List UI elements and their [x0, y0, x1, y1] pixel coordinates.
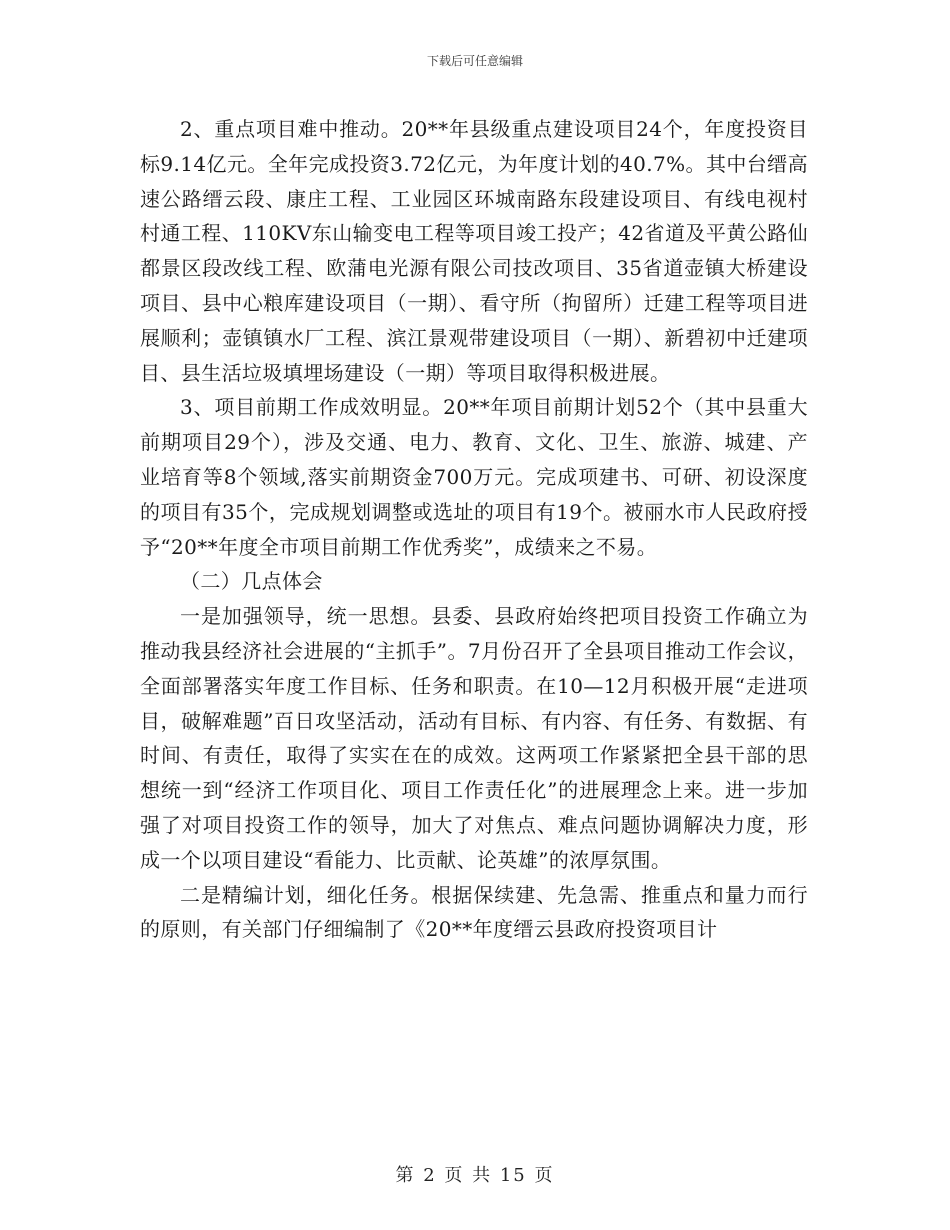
- paragraph-key-projects: 2、重点项目难中推动。20**年县级重点建设项目24个，年度投资目标9.14亿元。全年完成投资3.72亿元，为年度计划的40.7%。其中台缙高速公路缙云段、康庄工程、工业园区环城南路东段建设项目、有线电视村村通工程、110KV东山输变电工程等项目竣工投产；42省道及平黄公路仙都景区段改线工程、欧蒲电光源有限公司技改项目、35省道壶镇大桥建设项目、县中心粮库建设项目（一期）、看守所（拘留所）迁建工程等项目进展顺利；壶镇镇水厂工程、滨江景观带建设项目（一期）、新碧初中迁建项目、县生活垃圾填埋场建设（一期）等项目取得积极进展。: [140, 117, 808, 385]
- page-header-note: 下载后可任意编辑: [426, 54, 523, 68]
- paragraph-preliminary-work: 3、项目前期工作成效明显。20**年项目前期计划52个（其中县重大前期项目29个），涉及交通、电力、教育、文化、卫生、旅游、城建、产业培育等8个领域,落实前期资金700万元。完成项建书、可研、初设深度的项目有35个，完成规划调整或选址的项目有19个。被丽水市人民政府授予“20**年度全市项目前期工作优秀奖”，成绩来之不易。: [140, 395, 808, 559]
- paragraph-leadership: 一是加强领导，统一思想。县委、县政府始终把项目投资工作确立为推动我县经济社会进展的“主抓手”。7月份召开了全县项目推动工作会议，全面部署落实年度工作目标、任务和职责。在10—12月积极开展“走进项目，破解难题”百日攻坚活动，活动有目标、有内容、有任务、有数据、有时间、有责任，取得了实实在在的成效。这两项工作紧紧把全县干部的思想统一到“经济工作项目化、项目工作责任化”的进展理念上来。进一步加强了对项目投资工作的领导，加大了对焦点、难点问题协调解决力度，形成一个以项目建设“看能力、比贡献、论英雄”的浓厚氛围。: [140, 604, 808, 872]
- document-body: [140, 112, 808, 947]
- paragraph-planning: 二是精编计划，细化任务。根据保续建、先急需、推重点和量力而行的原则，有关部门仔细编制了《20**年度缙云县政府投资项目计: [140, 882, 808, 942]
- page-number-footer: 第 2 页 共 15 页: [395, 1165, 555, 1186]
- section-heading-experiences: （二）几点体会: [180, 569, 323, 594]
